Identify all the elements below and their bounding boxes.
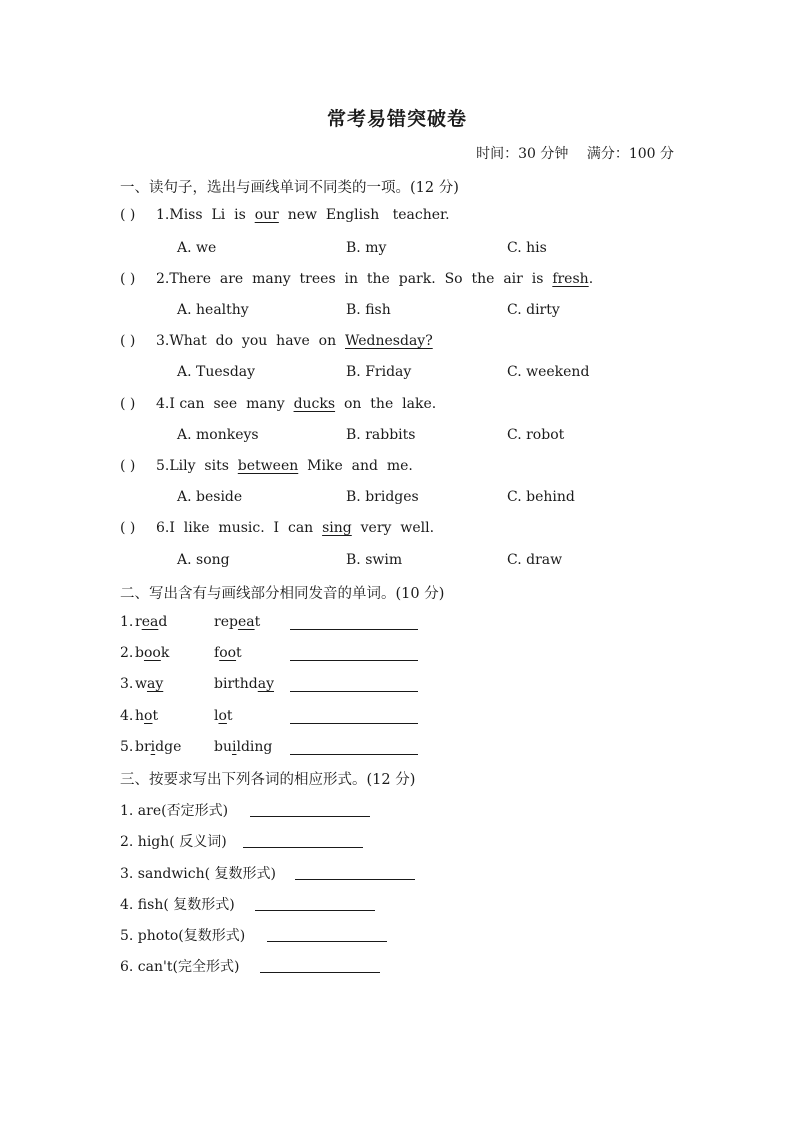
question-text-before: Miss Li is — [169, 207, 255, 223]
underlined-sound: oo — [219, 645, 237, 661]
question-4 — [120, 396, 436, 412]
underlined-sound: i — [150, 739, 156, 755]
option-a[interactable]: A. monkeys — [177, 427, 259, 443]
option-b[interactable]: B. my — [346, 240, 387, 256]
answer-blank[interactable] — [267, 941, 387, 942]
option-b[interactable]: B. rabbits — [346, 427, 416, 443]
item-number: 4. — [120, 708, 134, 724]
word-suffix: t — [254, 614, 261, 630]
option-a[interactable]: A. we — [177, 240, 217, 256]
answer-blank[interactable] — [290, 754, 418, 755]
question-text-after: Mike and me. — [298, 458, 413, 474]
option-c[interactable]: C. robot — [507, 427, 565, 443]
answer-blank[interactable] — [295, 879, 415, 880]
underlined-sound: ea — [237, 614, 255, 630]
answer-blank[interactable] — [260, 972, 380, 973]
word-prefix: f — [214, 645, 220, 661]
form-item-5: 5. photo(复数形式) — [120, 928, 246, 944]
option-a[interactable]: A. song — [177, 552, 230, 568]
item-number: 3. — [120, 676, 134, 692]
exam-meta — [476, 143, 674, 163]
time-limit: 时间：30 分钟 — [476, 146, 569, 162]
item-number: 1. — [120, 614, 134, 630]
option-a[interactable]: A. beside — [177, 489, 243, 505]
question-text-after: on the lake. — [335, 396, 437, 412]
underlined-word: our — [254, 207, 279, 223]
question-number: 2. — [156, 271, 170, 287]
page-title: 常考易错突破卷 — [326, 108, 467, 130]
question-number: 4. — [156, 396, 170, 412]
compare-word — [214, 708, 233, 724]
word-prefix: h — [135, 708, 145, 724]
underlined-sound: o — [144, 708, 153, 724]
underlined-sound: i — [231, 739, 237, 755]
answer-blank[interactable] — [290, 660, 418, 661]
option-c[interactable]: C. his — [507, 240, 547, 256]
question-text-before: Lily sits — [169, 458, 238, 474]
item-number: 2. — [120, 645, 134, 661]
question-1 — [120, 207, 450, 223]
answer-parens[interactable]: ( ) — [120, 396, 136, 412]
word-prefix: birthd — [214, 676, 258, 692]
sample-word — [135, 614, 167, 630]
form-item-3: 3. sandwich( 复数形式) — [120, 866, 277, 882]
word-prefix: l — [214, 708, 219, 724]
question-2 — [120, 271, 593, 287]
question-number: 1. — [156, 207, 170, 223]
word-prefix: bu — [214, 739, 232, 755]
answer-parens[interactable]: ( ) — [120, 207, 136, 223]
question-3 — [120, 333, 433, 349]
underlined-word: sing — [322, 520, 352, 536]
word-prefix: br — [135, 739, 151, 755]
answer-blank[interactable] — [250, 816, 370, 817]
answer-parens[interactable]: ( ) — [120, 520, 136, 536]
answer-blank[interactable] — [243, 847, 363, 848]
option-c[interactable]: C. behind — [507, 489, 575, 505]
answer-blank[interactable] — [255, 910, 375, 911]
section-2-heading: 二、写出含有与画线部分相同发音的单词。(10 分) — [120, 586, 445, 602]
sample-word — [135, 645, 169, 661]
sample-word — [135, 708, 158, 724]
answer-blank[interactable] — [290, 629, 418, 630]
question-text-before: There are many trees in the park. So the air is — [169, 271, 553, 287]
form-item-4: 4. fish( 复数形式) — [120, 897, 235, 913]
compare-word — [214, 614, 260, 630]
compare-word — [214, 676, 274, 692]
underlined-sound: ay — [146, 676, 164, 692]
underlined-sound: oo — [143, 645, 161, 661]
sample-word — [135, 739, 181, 755]
word-prefix: b — [135, 645, 144, 661]
question-5 — [120, 458, 413, 474]
word-suffix: t — [226, 708, 233, 724]
compare-word — [214, 739, 272, 755]
question-text-before: I can see many — [169, 396, 294, 412]
word-suffix: t — [236, 645, 242, 661]
option-b[interactable]: B. bridges — [346, 489, 419, 505]
option-c[interactable]: C. draw — [507, 552, 563, 568]
question-number: 5. — [156, 458, 170, 474]
question-6 — [120, 520, 434, 536]
underlined-word: Wednesday? — [345, 333, 433, 349]
full-score: 满分：100 分 — [586, 146, 674, 162]
question-text-before: What do you have on — [169, 333, 345, 349]
answer-blank[interactable] — [290, 691, 418, 692]
underlined-word: between — [237, 458, 299, 474]
question-number: 3. — [156, 333, 170, 349]
word-suffix: k — [160, 645, 170, 661]
word-prefix: rep — [214, 614, 238, 630]
option-a[interactable]: A. healthy — [177, 302, 249, 318]
underlined-word: ducks — [293, 396, 336, 412]
question-text-after: . — [588, 271, 594, 287]
section-3-heading: 三、按要求写出下列各词的相应形式。(12 分) — [120, 772, 416, 788]
underlined-sound: o — [218, 708, 227, 724]
form-item-2: 2. high( 反义词) — [120, 834, 227, 850]
option-b[interactable]: B. Friday — [346, 364, 412, 380]
question-text-after: new English teacher. — [278, 207, 450, 223]
option-c[interactable]: C. weekend — [507, 364, 590, 380]
word-prefix: w — [135, 676, 147, 692]
word-suffix: t — [152, 708, 159, 724]
sample-word — [135, 676, 163, 692]
answer-parens[interactable]: ( ) — [120, 458, 136, 474]
underlined-sound: ea — [141, 614, 159, 630]
form-item-6: 6. can't(完全形式) — [120, 959, 240, 975]
option-c[interactable]: C. dirty — [507, 302, 560, 318]
question-text-after: very well. — [351, 520, 435, 536]
answer-parens[interactable]: ( ) — [120, 271, 136, 287]
option-b[interactable]: B. fish — [346, 302, 391, 318]
answer-parens[interactable]: ( ) — [120, 333, 136, 349]
answer-blank[interactable] — [290, 723, 418, 724]
underlined-word: fresh — [552, 271, 589, 287]
compare-word — [214, 645, 242, 661]
option-b[interactable]: B. swim — [346, 552, 403, 568]
word-suffix: d — [158, 614, 168, 630]
word-suffix: dge — [155, 739, 182, 755]
underlined-sound: ay — [257, 676, 275, 692]
word-suffix: lding — [236, 739, 273, 755]
item-number: 5. — [120, 739, 134, 755]
question-number: 6. — [156, 520, 170, 536]
option-a[interactable]: A. Tuesday — [177, 364, 256, 380]
form-item-1: 1. are(否定形式) — [120, 803, 229, 819]
question-text-before: I like music. I can — [169, 520, 323, 536]
section-1-heading: 一、读句子，选出与画线单词不同类的一项。(12 分) — [120, 180, 459, 196]
word-prefix: r — [135, 614, 142, 630]
